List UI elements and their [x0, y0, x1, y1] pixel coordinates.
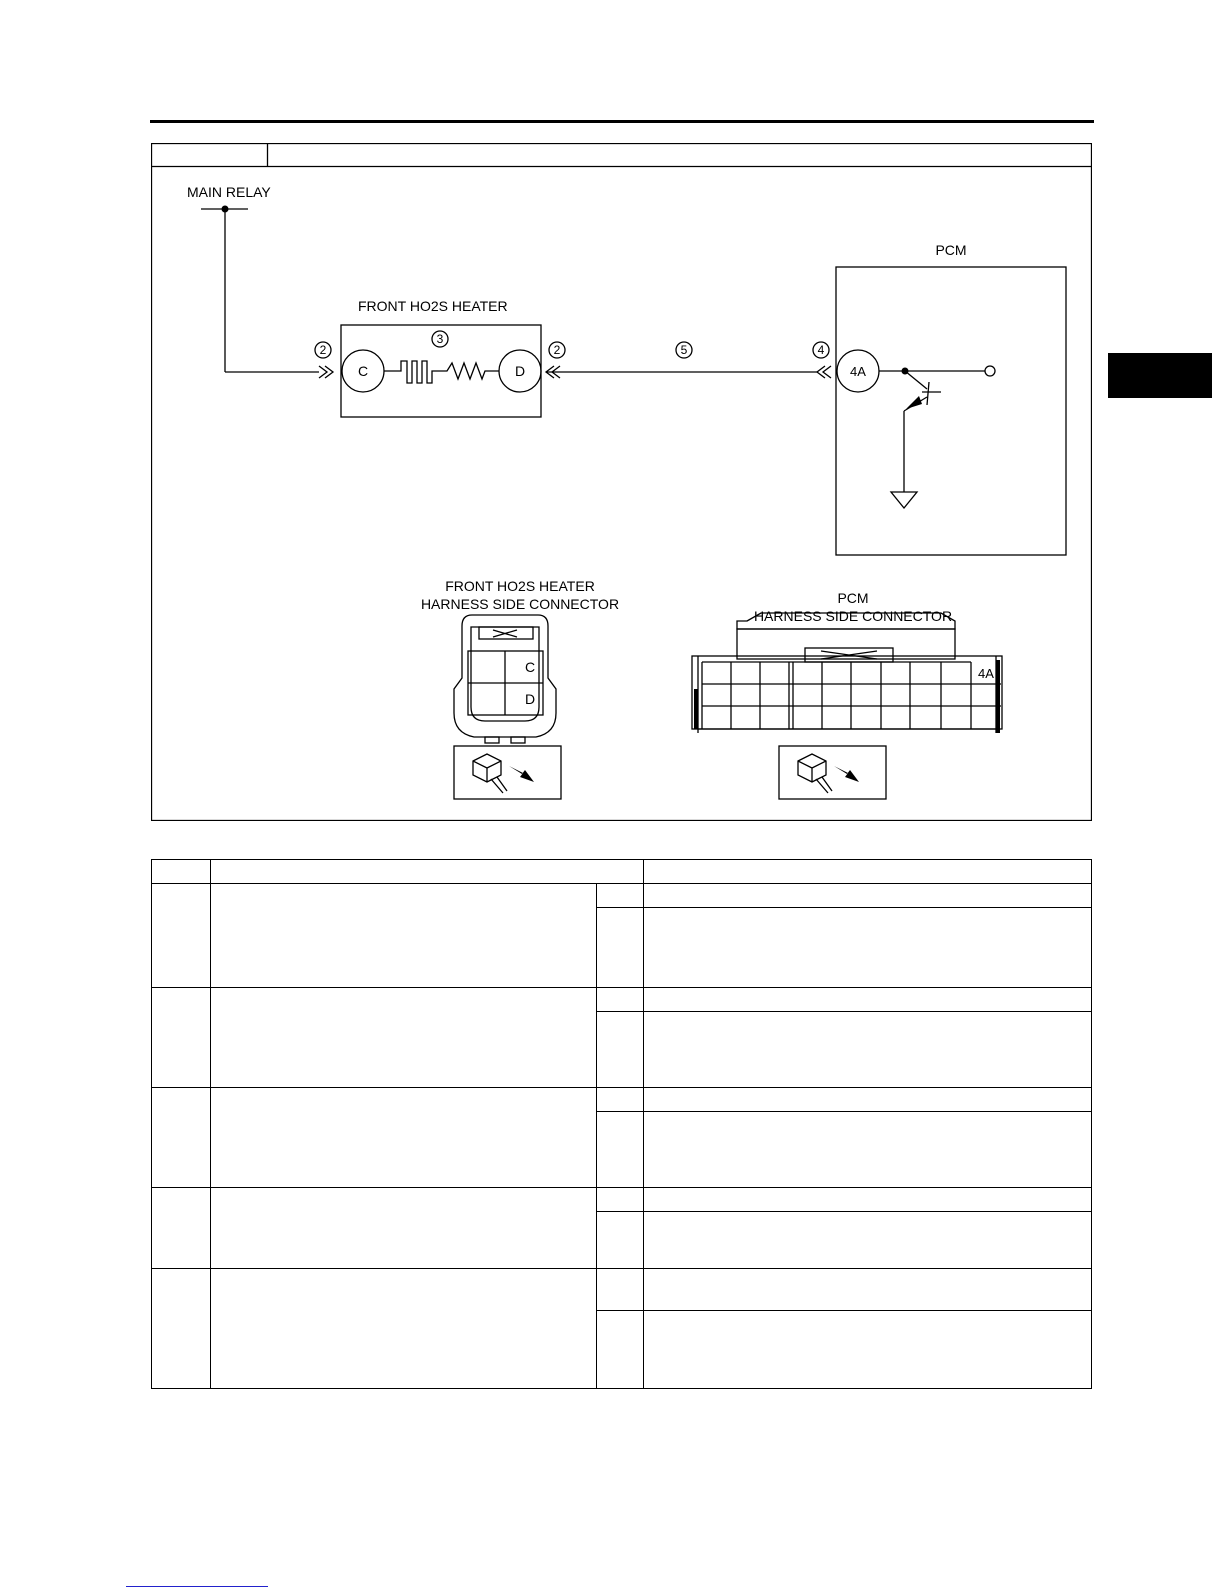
- answer-cell: [597, 1188, 644, 1212]
- step-cell: [152, 1269, 211, 1389]
- diagnostic-steps-table: [151, 859, 1092, 1389]
- answer-cell: [597, 1269, 644, 1311]
- action-cell: [644, 1212, 1092, 1269]
- connector-chevron-left: [319, 366, 333, 378]
- pcm-connector-shell: [692, 656, 1002, 729]
- step-cell: [152, 884, 211, 988]
- callout-3-text: 3: [436, 332, 444, 346]
- terminal-4a-label: 4A: [850, 364, 866, 379]
- callout-5-text: 5: [680, 343, 688, 357]
- action-cell: [644, 1012, 1092, 1088]
- heater-pin-c-label: C: [524, 659, 536, 675]
- heater-pin-d-label: D: [524, 691, 536, 707]
- heater-connector-title-1: FRONT HO2S HEATER: [445, 578, 595, 594]
- pcm-label: PCM: [935, 242, 967, 258]
- connector-chevron-pcm: [817, 366, 831, 378]
- answer-cell: [597, 1311, 644, 1389]
- action-cell: [644, 1311, 1092, 1389]
- table-row: [152, 988, 1092, 1012]
- action-cell: [644, 1269, 1092, 1311]
- pcm-pin-4a-label: 4A: [978, 666, 994, 681]
- transistor-collector: [905, 371, 927, 389]
- inspection-cell: [211, 1088, 597, 1188]
- heater-connector-foot-right: [511, 737, 525, 743]
- header-action-cell: [644, 860, 1092, 884]
- heater-view-box: [454, 746, 561, 799]
- answer-cell: [597, 908, 644, 988]
- action-cell: [644, 1188, 1092, 1212]
- pcm-output-node: [985, 366, 995, 376]
- answer-cell: [597, 988, 644, 1012]
- front-ho2s-heater-label: FRONT HO2S HEATER: [358, 298, 508, 314]
- callout-4-text: 4: [817, 343, 825, 357]
- answer-cell: [597, 884, 644, 908]
- table-row: [152, 1269, 1092, 1311]
- header-inspection-cell: [211, 860, 644, 884]
- terminal-d-label: D: [514, 363, 526, 379]
- step-cell: [152, 988, 211, 1088]
- pcm-latch-cross: [821, 651, 877, 659]
- transistor-base-bar: [927, 382, 929, 405]
- ground-symbol: [891, 492, 917, 508]
- step-cell: [152, 1088, 211, 1188]
- pcm-junction: [902, 368, 909, 375]
- answer-cell: [597, 1088, 644, 1112]
- header-rule: [150, 120, 1094, 123]
- pcm-shell-hatch-left: [694, 689, 698, 729]
- answer-cell: [597, 1012, 644, 1088]
- heater-connector-title-2: HARNESS SIDE CONNECTOR: [420, 596, 620, 612]
- main-relay-junction: [222, 206, 229, 213]
- inspection-cell: [211, 1188, 597, 1269]
- heater-latch-cross: [493, 630, 517, 637]
- answer-cell: [597, 1112, 644, 1188]
- pcm-connector-title-2: HARNESS SIDE CONNECTOR: [753, 608, 953, 624]
- heater-connector-foot-left: [485, 737, 499, 743]
- action-cell: [644, 988, 1092, 1012]
- pcm-box: [836, 267, 1066, 555]
- pcm-connector-title-1: PCM: [837, 590, 869, 606]
- callout-2-right-text: 2: [553, 343, 561, 357]
- heater-element: [384, 361, 499, 383]
- table-header-row: [152, 860, 1092, 884]
- pcm-view-box: [779, 746, 886, 799]
- transistor-arrow: [906, 396, 922, 409]
- main-relay-label: MAIN RELAY: [187, 184, 271, 200]
- table-row: [152, 1188, 1092, 1212]
- header-step-cell: [152, 860, 211, 884]
- answer-cell: [597, 1212, 644, 1269]
- step-cell: [152, 1188, 211, 1269]
- wiring-diagram: [151, 143, 1092, 821]
- action-cell: [644, 1088, 1092, 1112]
- action-cell: [644, 884, 1092, 908]
- action-cell: [644, 908, 1092, 988]
- pcm-view-arrow: [834, 766, 859, 782]
- heater-view-arrow: [509, 766, 534, 782]
- table-row: [152, 1088, 1092, 1112]
- table-row: [152, 884, 1092, 908]
- inspection-cell: [211, 884, 597, 988]
- inspection-cell: [211, 1269, 597, 1389]
- section-tab: [1108, 353, 1212, 398]
- inspection-cell: [211, 988, 597, 1088]
- callout-2-left-text: 2: [319, 343, 327, 357]
- action-cell: [644, 1112, 1092, 1188]
- pcm-shell-hatch-right: [996, 660, 1000, 733]
- terminal-c-label: C: [357, 363, 369, 379]
